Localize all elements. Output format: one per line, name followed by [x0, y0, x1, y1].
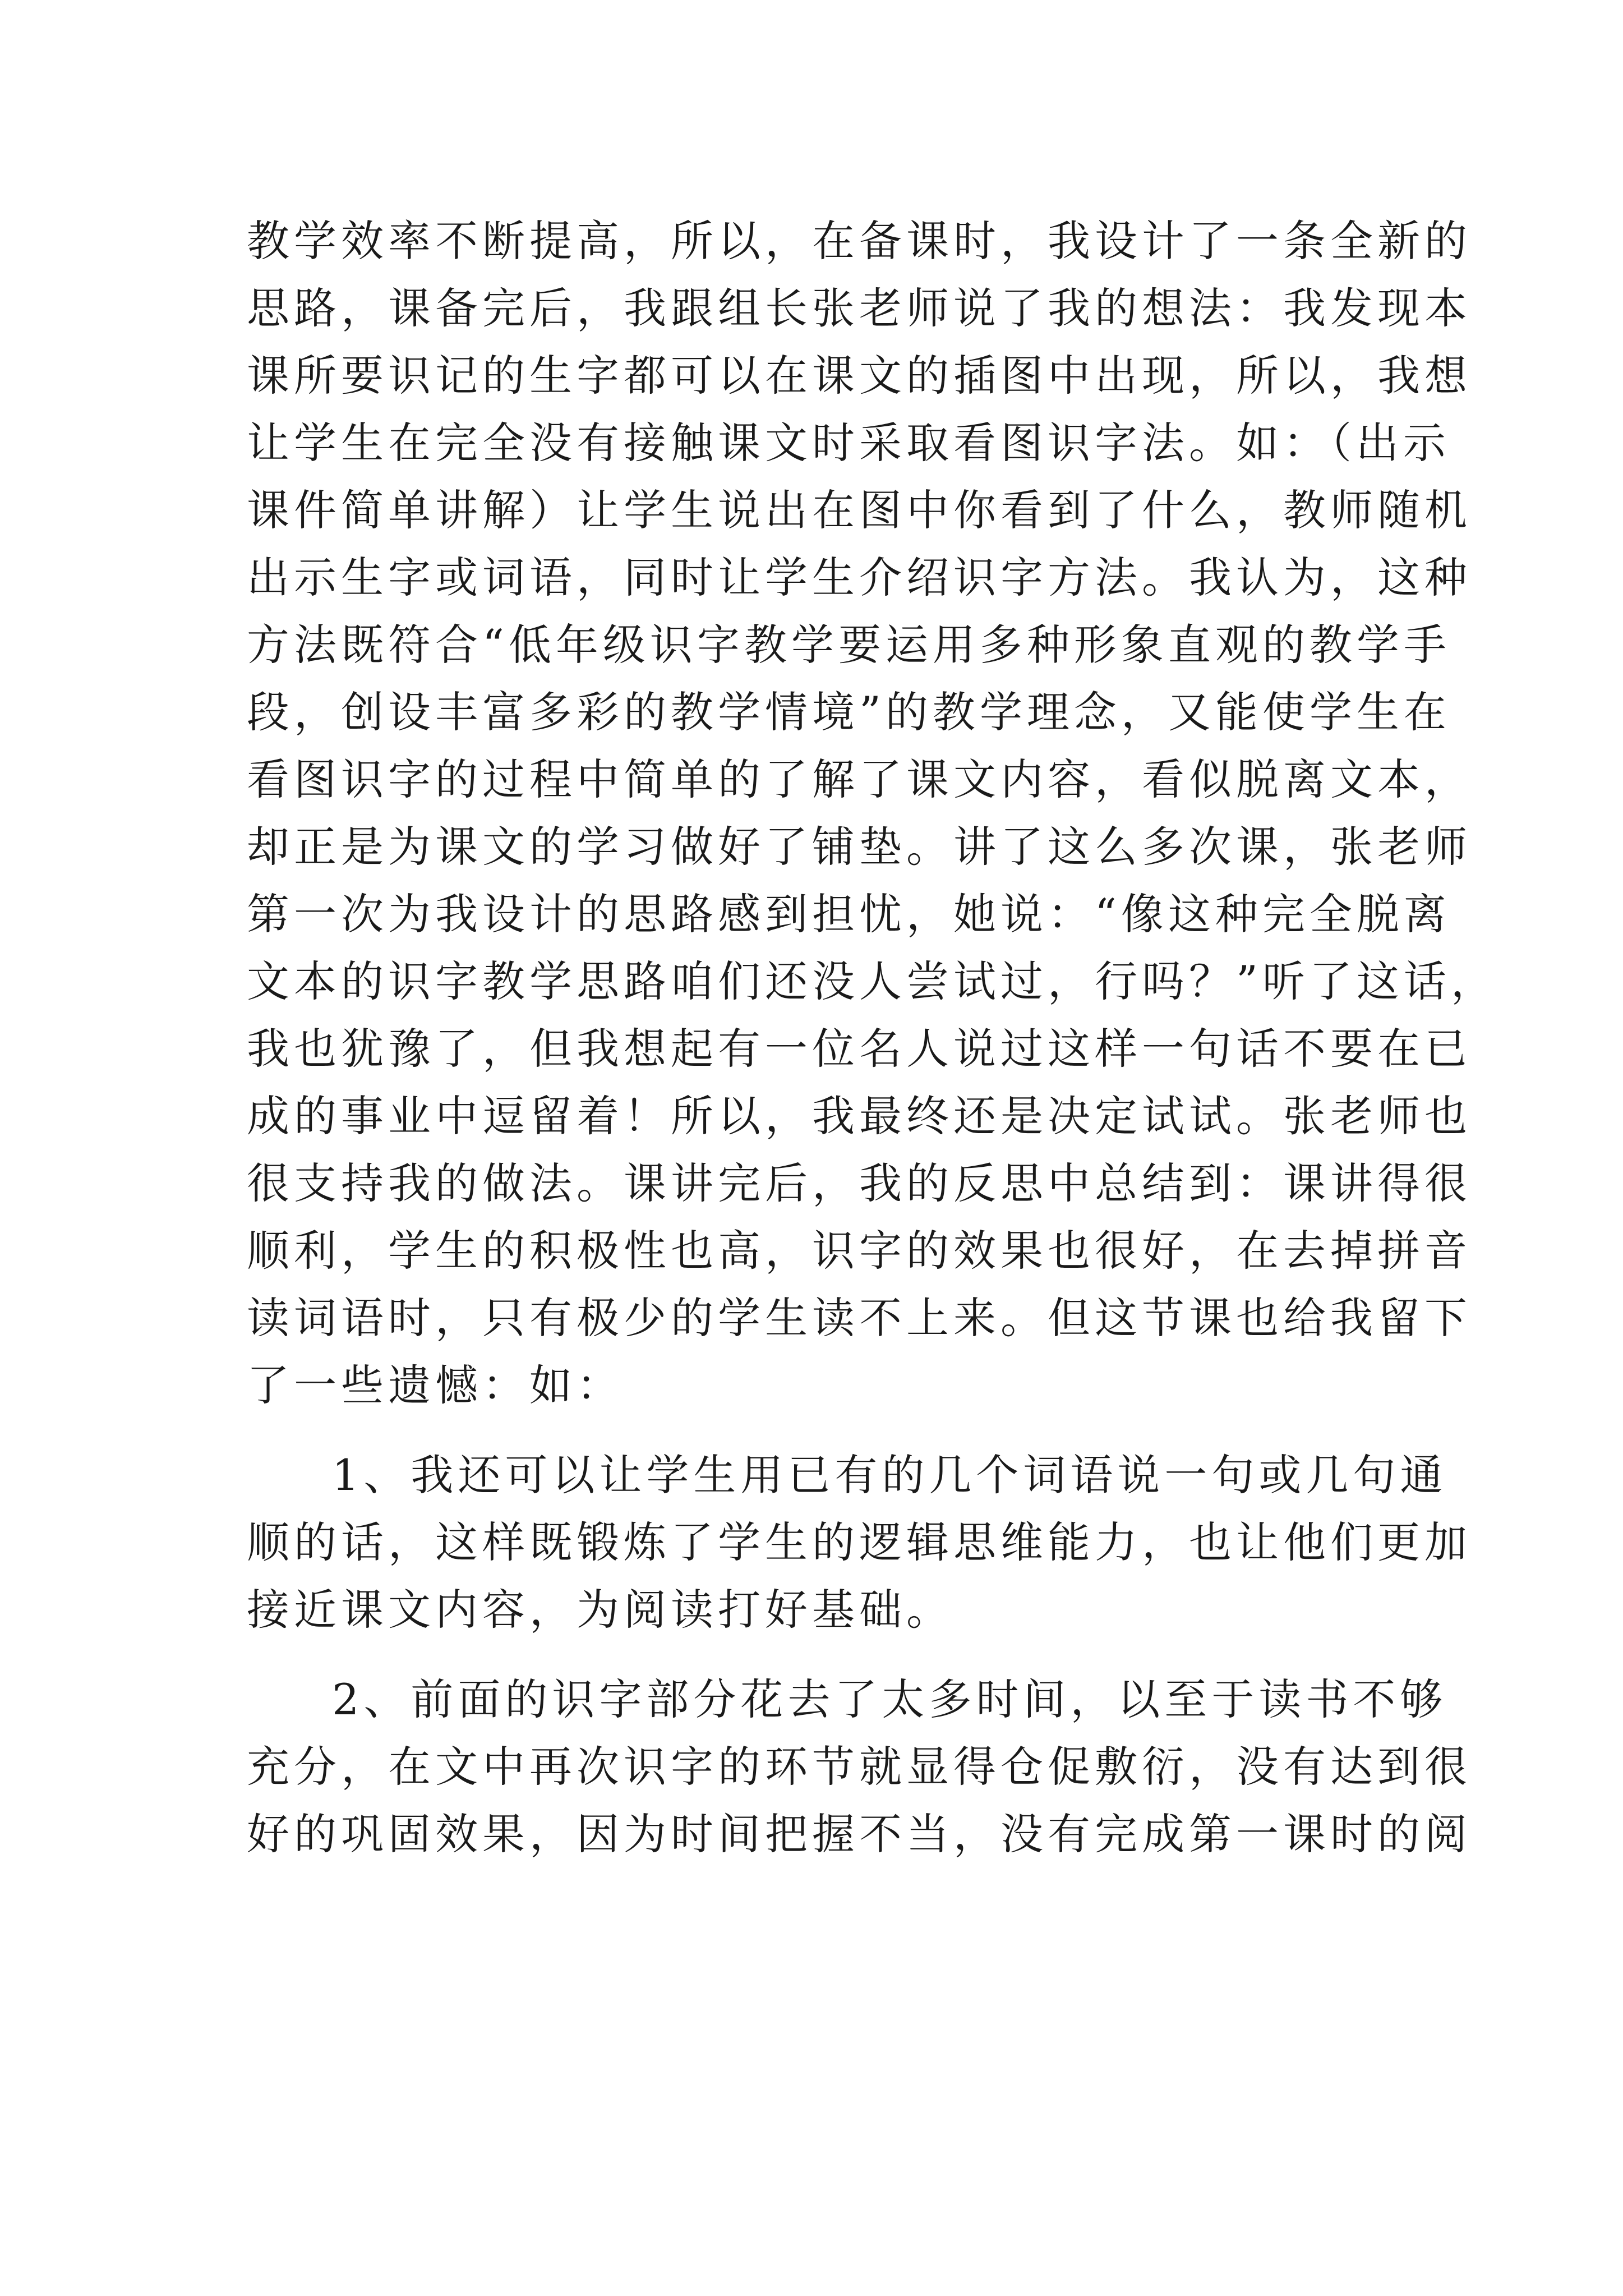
text-line: 好的巩固效果，因为时间把握不当，没有完成第一课时的阅: [247, 1809, 1472, 1859]
text-line: 出示生字或词语，同时让学生介绍识字方法。我认为，这种: [247, 553, 1472, 602]
text-line: 却正是为课文的学习做好了铺垫。讲了这么多次课，张老师: [247, 822, 1472, 872]
text-line: 方法既符合“低年级识字教学要运用多种形象直观的教学手: [247, 620, 1451, 670]
text-line: 接近课文内容，为阅读打好基础。: [247, 1585, 953, 1635]
text-line: 顺的话，这样既锻炼了学生的逻辑思维能力，也让他们更加: [247, 1517, 1472, 1567]
text-line: 课所要识记的生字都可以在课文的插图中出现，所以，我想: [247, 351, 1472, 401]
text-line: 2、前面的识字部分花去了太多时间，以至于读书不够: [332, 1674, 1447, 1724]
text-line: 段，创设丰富多彩的教学情境”的教学理念，又能使学生在: [247, 687, 1451, 737]
paragraph-spacer: [247, 1419, 1396, 1442]
paragraph-2: [247, 1442, 1472, 1644]
paragraph-1: [247, 208, 1498, 1419]
text-line: 我也犹豫了，但我想起有一位名人说过这样一句话不要在已: [247, 1024, 1472, 1074]
text-line: 课件简单讲解）让学生说出在图中你看到了什么，教师随机: [247, 485, 1472, 535]
text-line: 顺利，学生的积极性也高，识字的效果也很好，在去掉拼音: [247, 1226, 1472, 1276]
text-line: 看图识字的过程中简单的了解了课文内容，看似脱离文本，: [247, 754, 1472, 804]
text-line: 充分，在文中再次识字的环节就显得仓促敷衍，没有达到很: [247, 1742, 1472, 1792]
text-line: 让学生在完全没有接触课文时采取看图识字法。如：（出示: [247, 418, 1450, 468]
text-line: 1、我还可以让学生用已有的几个词语说一句或几句通: [332, 1450, 1447, 1500]
text-line: 很支持我的做法。课讲完后，我的反思中总结到：课讲得很: [247, 1158, 1472, 1208]
text-line: 了一些遗憾：如：: [247, 1360, 624, 1410]
text-line: 第一次为我设计的思路感到担忧，她说：“像这种完全脱离: [247, 889, 1451, 939]
text-line: 文本的识字教学思路咱们还没人尝试过，行吗？”听了这话，: [247, 956, 1498, 1006]
paragraph-spacer: [247, 1644, 1396, 1666]
body-text: [247, 208, 1498, 1868]
text-line: 成的事业中逗留着！所以，我最终还是决定试试。张老师也: [247, 1091, 1472, 1141]
text-line: 思路，课备完后，我跟组长张老师说了我的想法：我发现本: [247, 283, 1472, 333]
text-line: 读词语时，只有极少的学生读不上来。但这节课也给我留下: [247, 1293, 1472, 1343]
paragraph-3: [247, 1666, 1472, 1868]
text-line: 教学效率不断提高，所以，在备课时，我设计了一条全新的: [247, 216, 1472, 266]
